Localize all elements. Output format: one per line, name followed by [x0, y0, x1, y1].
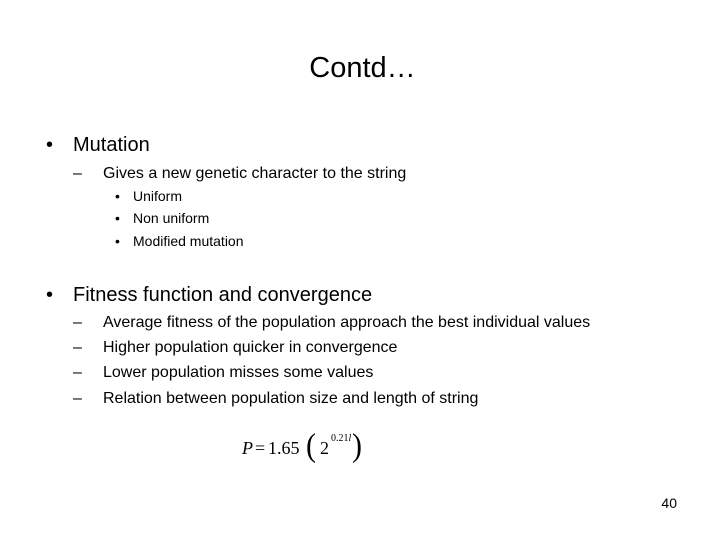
sub-item-lower-population: Lower population misses some values	[103, 364, 374, 381]
formula-close-paren: )	[352, 427, 362, 464]
page-number: 40	[661, 495, 677, 511]
formula-exponent-number: 0.21	[331, 433, 349, 444]
sub-item-average-fitness: Average fitness of the population approach the best individual values	[103, 314, 591, 331]
sub-item-higher-population: Higher population quicker in convergence	[103, 339, 398, 356]
formula-equals: =	[255, 438, 266, 458]
sub-dash: –	[73, 339, 82, 356]
slide-title	[0, 49, 720, 87]
sub-sub-item-uniform: Uniform	[133, 188, 183, 204]
heading-fitness-function: Fitness function and convergence	[73, 284, 373, 306]
sub-item-genetic-character: Gives a new genetic character to the string	[103, 165, 407, 182]
bullet-fitness	[46, 283, 53, 307]
formula-coefficient: 1.65	[268, 438, 300, 458]
sub-sub-item-modified-mutation: Modified mutation	[133, 233, 244, 249]
sub-sub-bullet: •	[115, 233, 120, 249]
bullet-mutation	[46, 133, 53, 157]
formula-exponent-variable: l	[348, 433, 352, 444]
sub-sub-item-non-uniform: Non uniform	[133, 210, 210, 226]
bullet-dot: •	[46, 284, 54, 306]
heading-mutation: Mutation	[73, 134, 150, 156]
sub-sub-bullet: •	[115, 188, 120, 204]
slide-title-text: Contd…	[309, 52, 416, 84]
sub-item-relation-population-length: Relation between population size and length of string	[103, 390, 479, 407]
sub-dash: –	[73, 314, 82, 331]
formula-open-paren: (	[306, 427, 316, 464]
bullet-dot: •	[46, 134, 54, 156]
sub-dash: –	[73, 165, 82, 182]
sub-sub-bullet: •	[115, 210, 120, 226]
formula-base: 2	[320, 438, 329, 458]
sub-dash: –	[73, 390, 82, 407]
formula-exponent	[331, 433, 351, 444]
formula-lhs: P	[242, 438, 253, 458]
sub-dash: –	[73, 364, 82, 381]
